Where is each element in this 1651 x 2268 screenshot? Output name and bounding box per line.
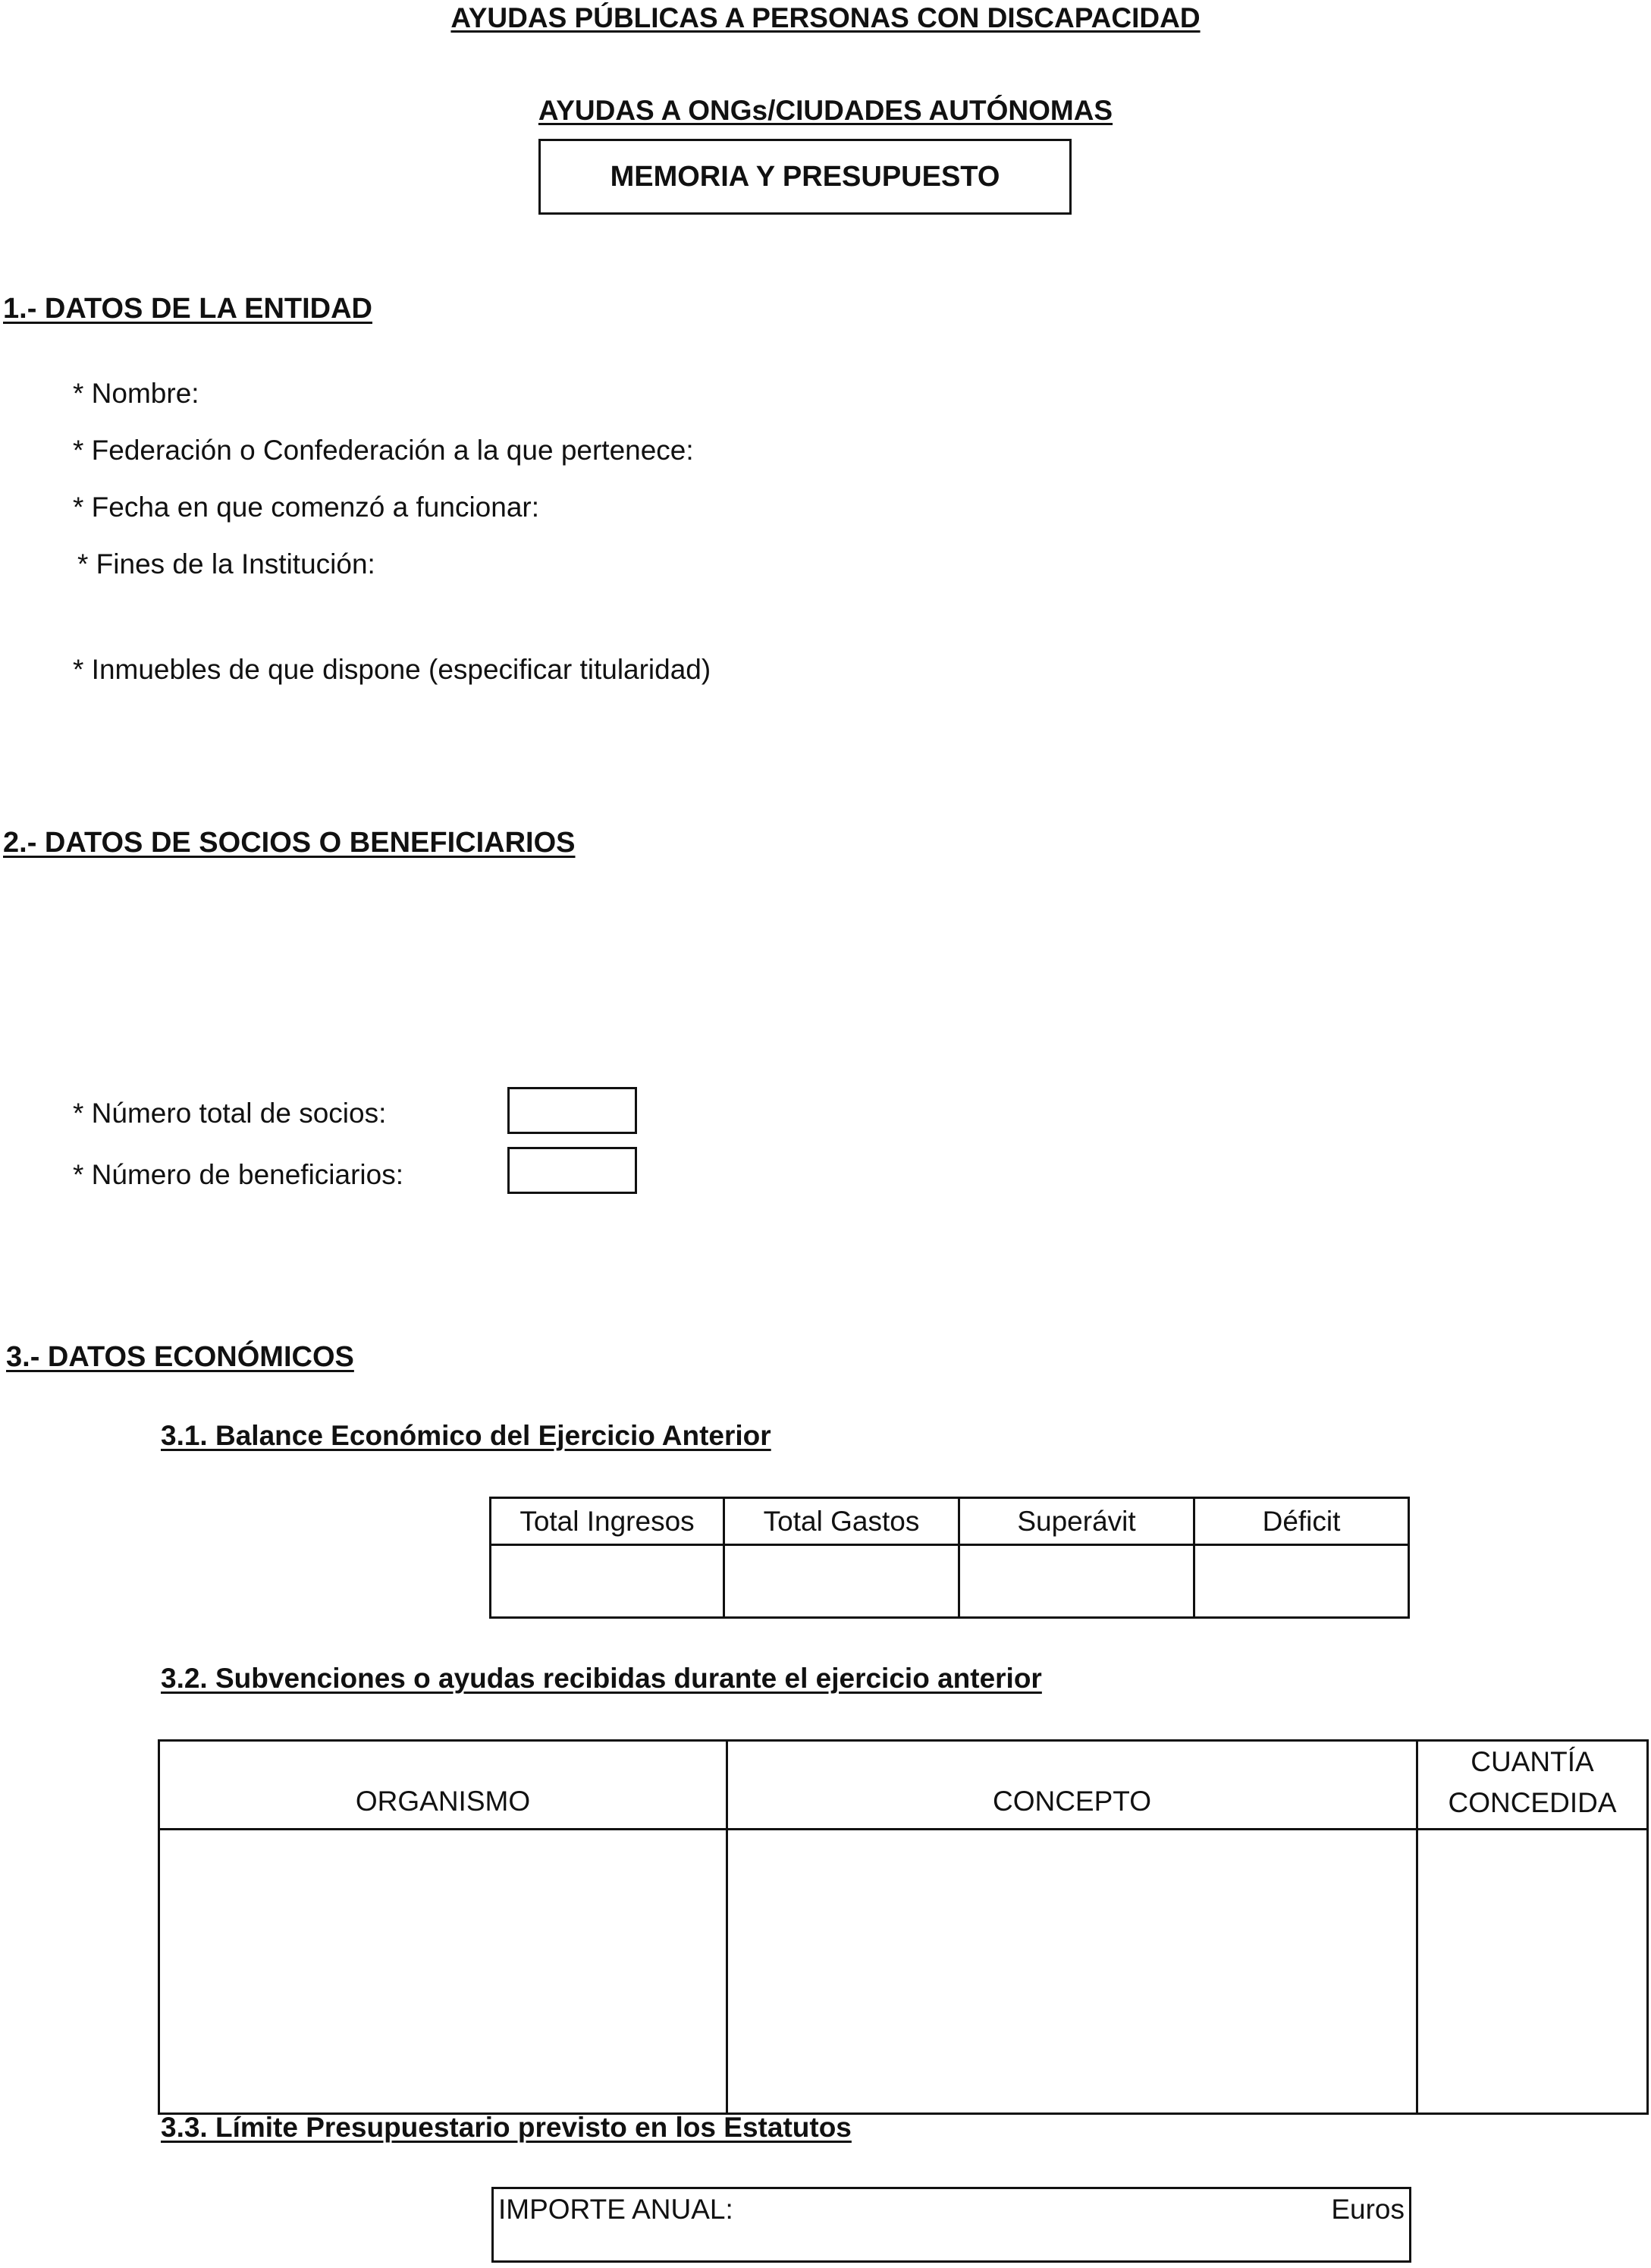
section-1-title: 1.- DATOS DE LA ENTIDAD: [3, 293, 372, 325]
col-total-gastos: Total Gastos: [724, 1498, 959, 1545]
cell-total-ingresos[interactable]: [491, 1545, 724, 1618]
field-nombre[interactable]: * Nombre:: [73, 378, 199, 409]
section-3-title: 3.- DATOS ECONÓMICOS: [6, 1341, 354, 1373]
cell-superavit[interactable]: [959, 1545, 1194, 1618]
section-3-1-title: 3.1. Balance Económico del Ejercicio Anterior: [161, 1420, 771, 1451]
field-fecha-funcionamiento[interactable]: * Fecha en que comenzó a funcionar:: [73, 492, 539, 523]
cell-deficit[interactable]: [1194, 1545, 1409, 1618]
main-title: AYUDAS PÚBLICAS A PERSONAS CON DISCAPACIDAD: [450, 2, 1201, 33]
memoria-presupuesto-box: [538, 139, 1072, 215]
col-organismo: ORGANISMO: [159, 1741, 727, 1830]
cell-concepto[interactable]: [727, 1830, 1417, 2114]
col-deficit: Déficit: [1194, 1498, 1409, 1545]
section-3-3-title: 3.3. Límite Presupuestario previsto en los Estatutos: [161, 2112, 852, 2143]
field-fines[interactable]: * Fines de la Institución:: [77, 548, 375, 580]
col-cuantia-concedida: CUANTÍA CONCEDIDA: [1417, 1741, 1648, 1830]
cell-total-gastos[interactable]: [724, 1545, 959, 1618]
balance-table: [489, 1497, 1410, 1619]
col-total-ingresos: Total Ingresos: [491, 1498, 724, 1545]
box-title: MEMORIA Y PRESUPUESTO: [610, 160, 1000, 193]
currency-label: Euros: [1331, 2194, 1405, 2225]
section-2-title: 2.- DATOS DE SOCIOS O BENEFICIARIOS: [3, 827, 576, 859]
field-inmuebles[interactable]: * Inmuebles de que dispone (especificar titularidad): [73, 654, 711, 685]
field-federacion[interactable]: * Federación o Confederación a la que pertenece:: [73, 435, 694, 466]
subvenciones-table: [158, 1739, 1649, 2115]
subtitle: AYUDAS A ONGs/CIUDADES AUTÓNOMAS: [538, 95, 1113, 126]
cell-organismo[interactable]: [159, 1830, 727, 2114]
cell-cuantia[interactable]: [1417, 1830, 1648, 2114]
col-superavit: Superávit: [959, 1498, 1194, 1545]
importe-anual-field[interactable]: [491, 2187, 1411, 2263]
col-concepto: CONCEPTO: [727, 1741, 1417, 1830]
section-3-2-title: 3.2. Subvenciones o ayudas recibidas durante el ejercicio anterior: [161, 1663, 1042, 1694]
importe-anual-label: IMPORTE ANUAL:: [498, 2194, 733, 2225]
beneficiarios-input[interactable]: [507, 1147, 637, 1194]
total-socios-input[interactable]: [507, 1087, 637, 1134]
total-socios-label: * Número total de socios:: [73, 1098, 387, 1129]
beneficiarios-label: * Número de beneficiarios:: [73, 1159, 403, 1190]
